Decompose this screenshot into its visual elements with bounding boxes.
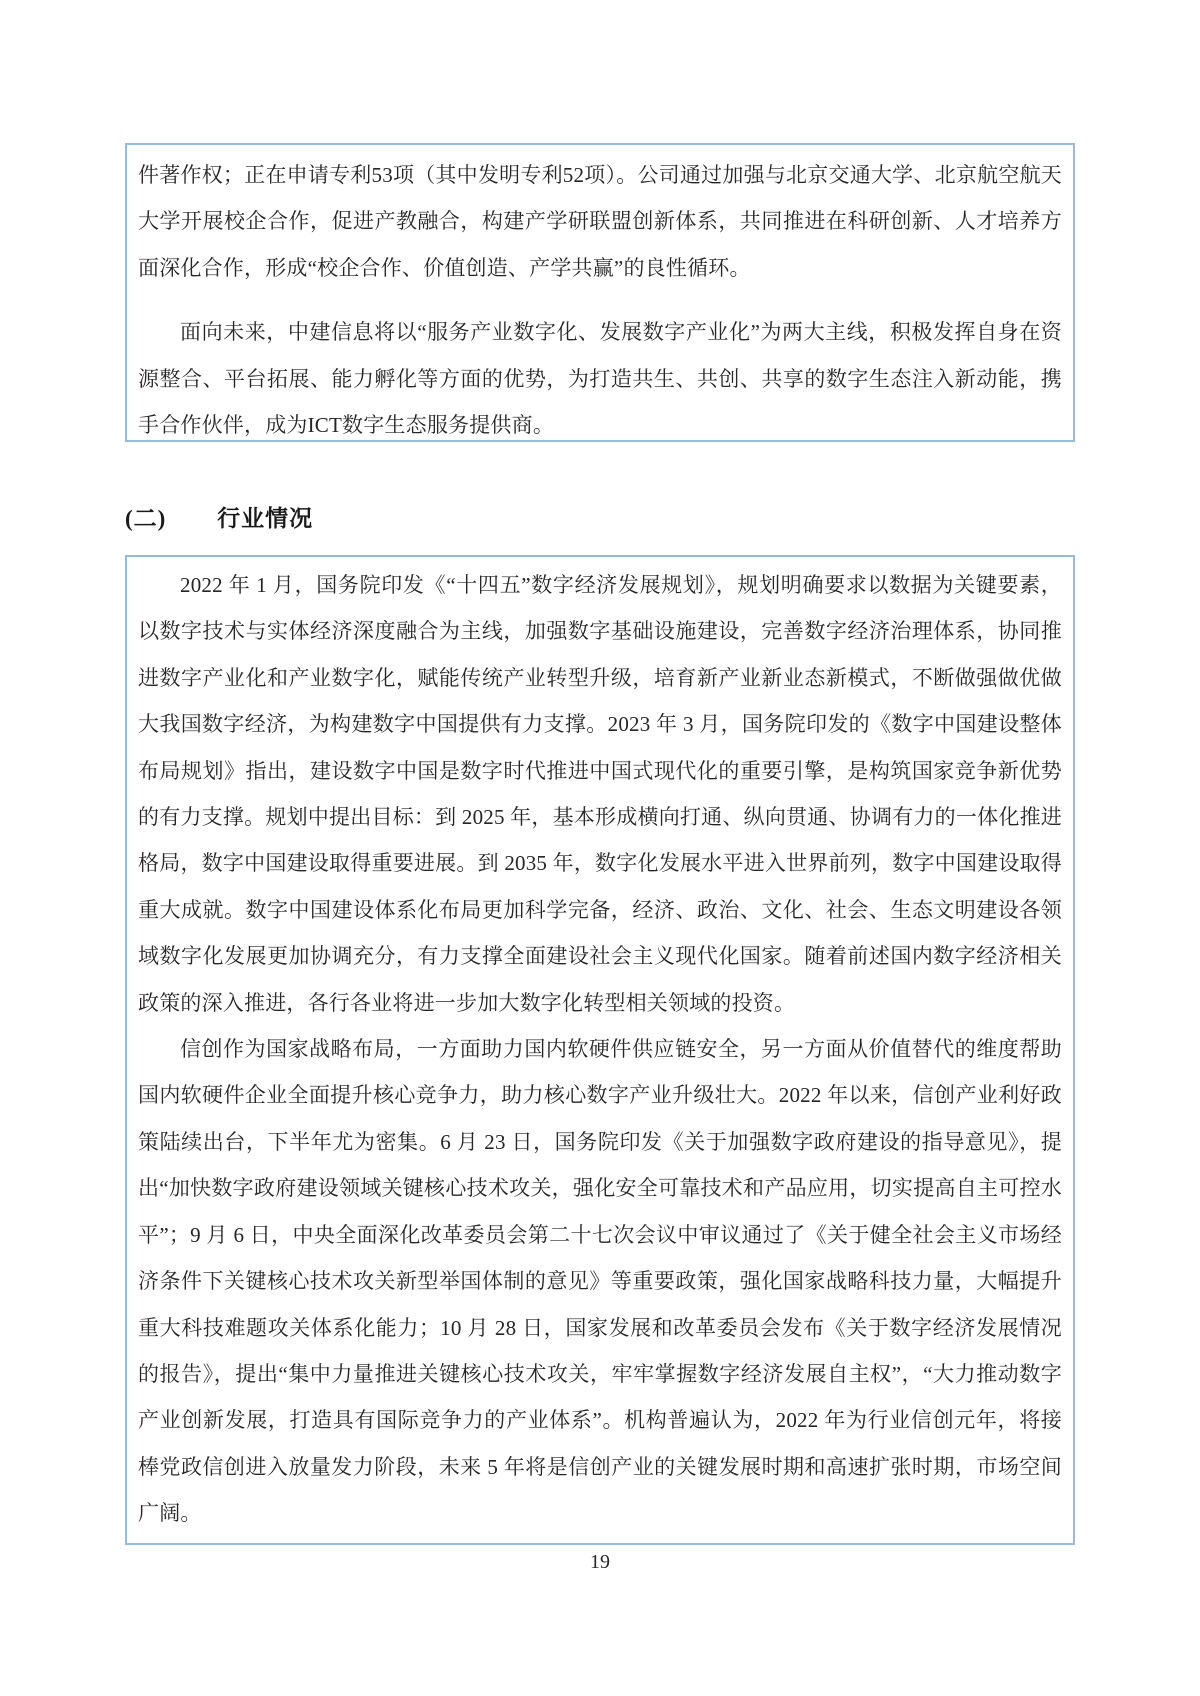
paragraph-future-outlook: 面向未来，中建信息将以“服务产业数字化、发展数字产业化”为两大主线，积极发挥自身在资源整合、平台拓展、能力孵化等方面的优势，为打造共生、共创、共享的数字生态注入新动能，携手合作伙伴，成为ICT数字生态服务提供商。 — [138, 320, 1062, 438]
paragraph-digital-economy-policy: 2022 年 1 月，国务院印发《“十四五”数字经济发展规划》，规划明确要求以数据为关键要素，以数字技术与实体经济深度融合为主线，加强数字基础设施建设，完善数字经济治理体系，协同推进数字产业化和产业数字化，赋能传统产业转型升级，培育新产业新业态新模式，不断做强做优做大我国数字经济，为构建数字中国提供有力支撑。2023 年 3 月，国务院印发的《数字中国建设整体布局规划》指出，建设数字中国是数字时代推进中国式现代化的重要引擎，是构筑国家竞争新优势的有力支撑。规划中提出目标：到 2025 年，基本形成横向打通、纵向贯通、协调有力的一体化推进格局，数字中国建设取得重要进展。到 2035 年，数字化发展水平进入世界前列，数字中国建设取得重大成就。数字中国建设体系化布局更加科学完备，经济、政治、文化、社会、生态文明建设各领域数字化发展更加协调充分，有力支撑全面建设社会主义现代化国家。随着前述国内数字经济相关政策的深入推进，各行各业将进一步加大数字化转型相关领域的投资。 — [138, 573, 1062, 1015]
paragraph-building-materials — [138, 1537, 1062, 1545]
section-heading-title: 行业情况 — [217, 506, 314, 531]
industry-overview-box — [125, 555, 1075, 1545]
paragraph-xinchuang-policy: 信创作为国家战略布局，一方面助力国内软硬件供应链安全，另一方面从价值替代的维度帮助国内软硬件企业全面提升核心竞争力，助力核心数字产业升级壮大。2022 年以来，信创产业利好政策陆续出台，下半年尤为密集。6 月 23 日，国务院印发《关于加强数字政府建设的指导意见》，提出“加快数字政府建设领域关键核心技术攻关，强化安全可靠技术和产品应用，切实提高自主可控水平”；9 月 6 日，中央全面深化改革委员会第二十七次会议中审议通过了《关于健全社会主义市场经济条件下关键核心技术攻关新型举国体制的意见》等重要政策，强化国家战略科技力量，大幅提升重大科技难题攻关体系化能力；10 月 28 日，国家发展和改革委员会发布《关于数字经济发展情况的报告》，提出“集中力量推进关键核心技术攻关，牢牢掌握数字经济发展自主权”，“大力推动数字产业创新发展，打造具有国际竞争力的产业体系”。机构普遍认为，2022 年为行业信创元年，将接棒党政信创进入放量发力阶段，未来 5 年将是信创产业的关键发展时期和高速扩张时期，市场空间广阔。 — [138, 1037, 1062, 1526]
section-heading — [125, 500, 313, 533]
page-number: 19 — [590, 1551, 610, 1573]
company-overview-box — [125, 143, 1075, 442]
paragraph-copyright-patents: 件著作权；正在申请专利53项（其中发明专利52项）。公司通过加强与北京交通大学、北京航空航天大学开展校企合作，促进产教融合，构建产学研联盟创新体系，共同推进在科研创新、人才培养方面深化合作，形成“校企合作、价值创造、产学共赢”的良性循环。 — [138, 163, 1062, 280]
section-heading-number: (二) — [125, 506, 167, 531]
